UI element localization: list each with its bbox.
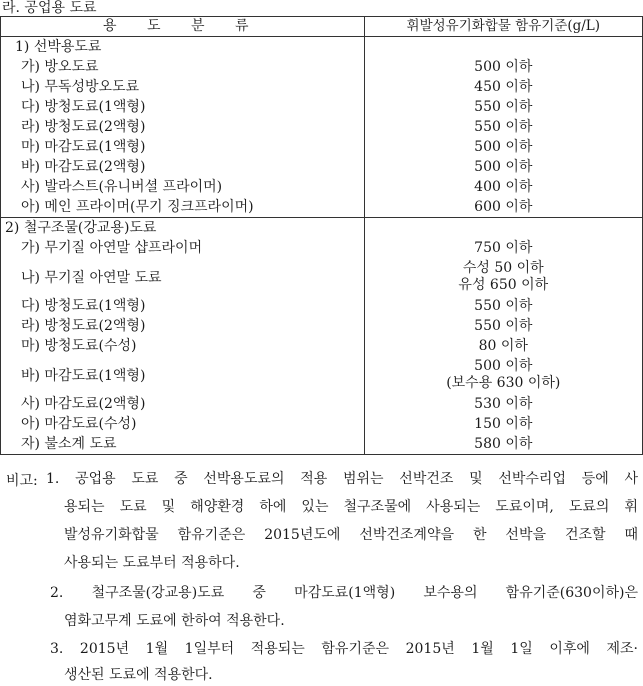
notes-label: 비고: [6,473,38,489]
voc-standards-table [0,16,643,455]
row-value: 400 이하 [364,177,642,197]
table-row [1,356,643,394]
table-row [1,77,643,97]
row-name: 다) 방청도료(1액형) [1,296,365,316]
row-name: 마) 마감도료(1액형) [1,137,365,157]
header-usage-category: 용 도 분 류 [1,17,365,37]
section-label: 2) 철구조물(강교용)도료 [1,218,365,239]
row-name: 아) 마감도료(수성) [1,414,365,434]
row-value: 550 이하 [364,296,642,316]
table-row [1,97,643,117]
table-row [1,57,643,77]
table-row [1,157,643,177]
row-value-multi [364,258,642,296]
row-name: 가) 방오도료 [1,57,365,77]
row-value: 150 이하 [364,414,642,434]
row-value: 550 이하 [364,316,642,336]
section-row-steel [1,218,643,239]
section-row-marine [1,37,643,58]
row-name: 사) 마감도료(2액형) [1,394,365,414]
note-2-line-2: 염화고무계 도료에 한하여 적용한다. [64,613,285,629]
row-name: 가) 무기질 아연말 샵프라이머 [1,238,365,258]
row-value-line1: 500 이하 [474,358,533,374]
table-header-row [1,17,643,37]
row-value: 600 이하 [364,197,642,218]
section-title: 라. 공업용 도료 [2,0,97,16]
row-name: 나) 무독성방오도료 [1,77,365,97]
table-row [1,336,643,356]
row-name: 라) 방청도료(2액형) [1,117,365,137]
row-value: 530 이하 [364,394,642,414]
table-row [1,177,643,197]
row-value: 580 이하 [364,434,642,455]
row-value-multi [364,356,642,394]
table-row [1,316,643,336]
row-value: 80 이하 [364,336,642,356]
row-value: 450 이하 [364,77,642,97]
row-name: 바) 마감도료(2액형) [1,157,365,177]
row-name: 나) 무기질 아연말 도료 [1,258,365,296]
section-label: 1) 선박용도료 [1,37,365,58]
table-row [1,238,643,258]
row-value-line2: (보수용 630 이하) [446,375,561,391]
row-value: 550 이하 [364,117,642,137]
row-value: 500 이하 [364,157,642,177]
table-row [1,414,643,434]
table-row [1,137,643,157]
note-1-line-3: 발성유기화합물 함유기준은 2015년도에 선박건조계약을 한 선박을 건조할 때 [64,527,638,543]
row-name: 아) 메인 프라이머(무기 징크프라이머) [1,197,365,218]
note-1-line-4: 사용되는 도료부터 적용하다. [64,555,240,571]
row-value: 750 이하 [364,238,642,258]
table-row [1,394,643,414]
table-row [1,258,643,296]
table-row [1,117,643,137]
row-value: 500 이하 [364,137,642,157]
note-3-line-2: 생산된 도료에 적용한다. [64,667,213,683]
row-name: 사) 발라스트(유니버셜 프라이머) [1,177,365,197]
row-value: 550 이하 [364,97,642,117]
row-value-line1: 수성 50 이하 [462,260,544,276]
table-row [1,296,643,316]
row-value: 500 이하 [364,57,642,77]
row-name: 자) 불소계 도료 [1,434,365,455]
note-3-line-1: 3. 2015년 1월 1일부터 적용되는 함유기준은 2015년 1월 1일 이후에 제조· [50,641,638,657]
row-name: 바) 마감도료(1액형) [1,356,365,394]
table-row [1,434,643,455]
note-1-line-1: 1. 공업용 도료 중 선박용도료의 적용 범위는 선박건조 및 선박수리업 등에 사 [46,471,638,487]
row-value-line2: 유성 650 이하 [458,277,549,293]
table-row [1,197,643,218]
note-2-line-1: 2. 철구조물(강교용)도료 중 마감도료(1액형) 보수용의 함유기준(630이하)은 [50,585,638,601]
row-name: 다) 방청도료(1액형) [1,97,365,117]
row-name: 라) 방청도료(2액형) [1,316,365,336]
row-name: 마) 방청도료(수성) [1,336,365,356]
header-voc-limit: 휘발성유기화합물 함유기준(g/L) [364,17,642,37]
note-1-line-2: 용되는 도료 및 해양환경 하에 있는 철구조물에 사용되는 도료이며, 도료의 휘 [64,499,638,515]
